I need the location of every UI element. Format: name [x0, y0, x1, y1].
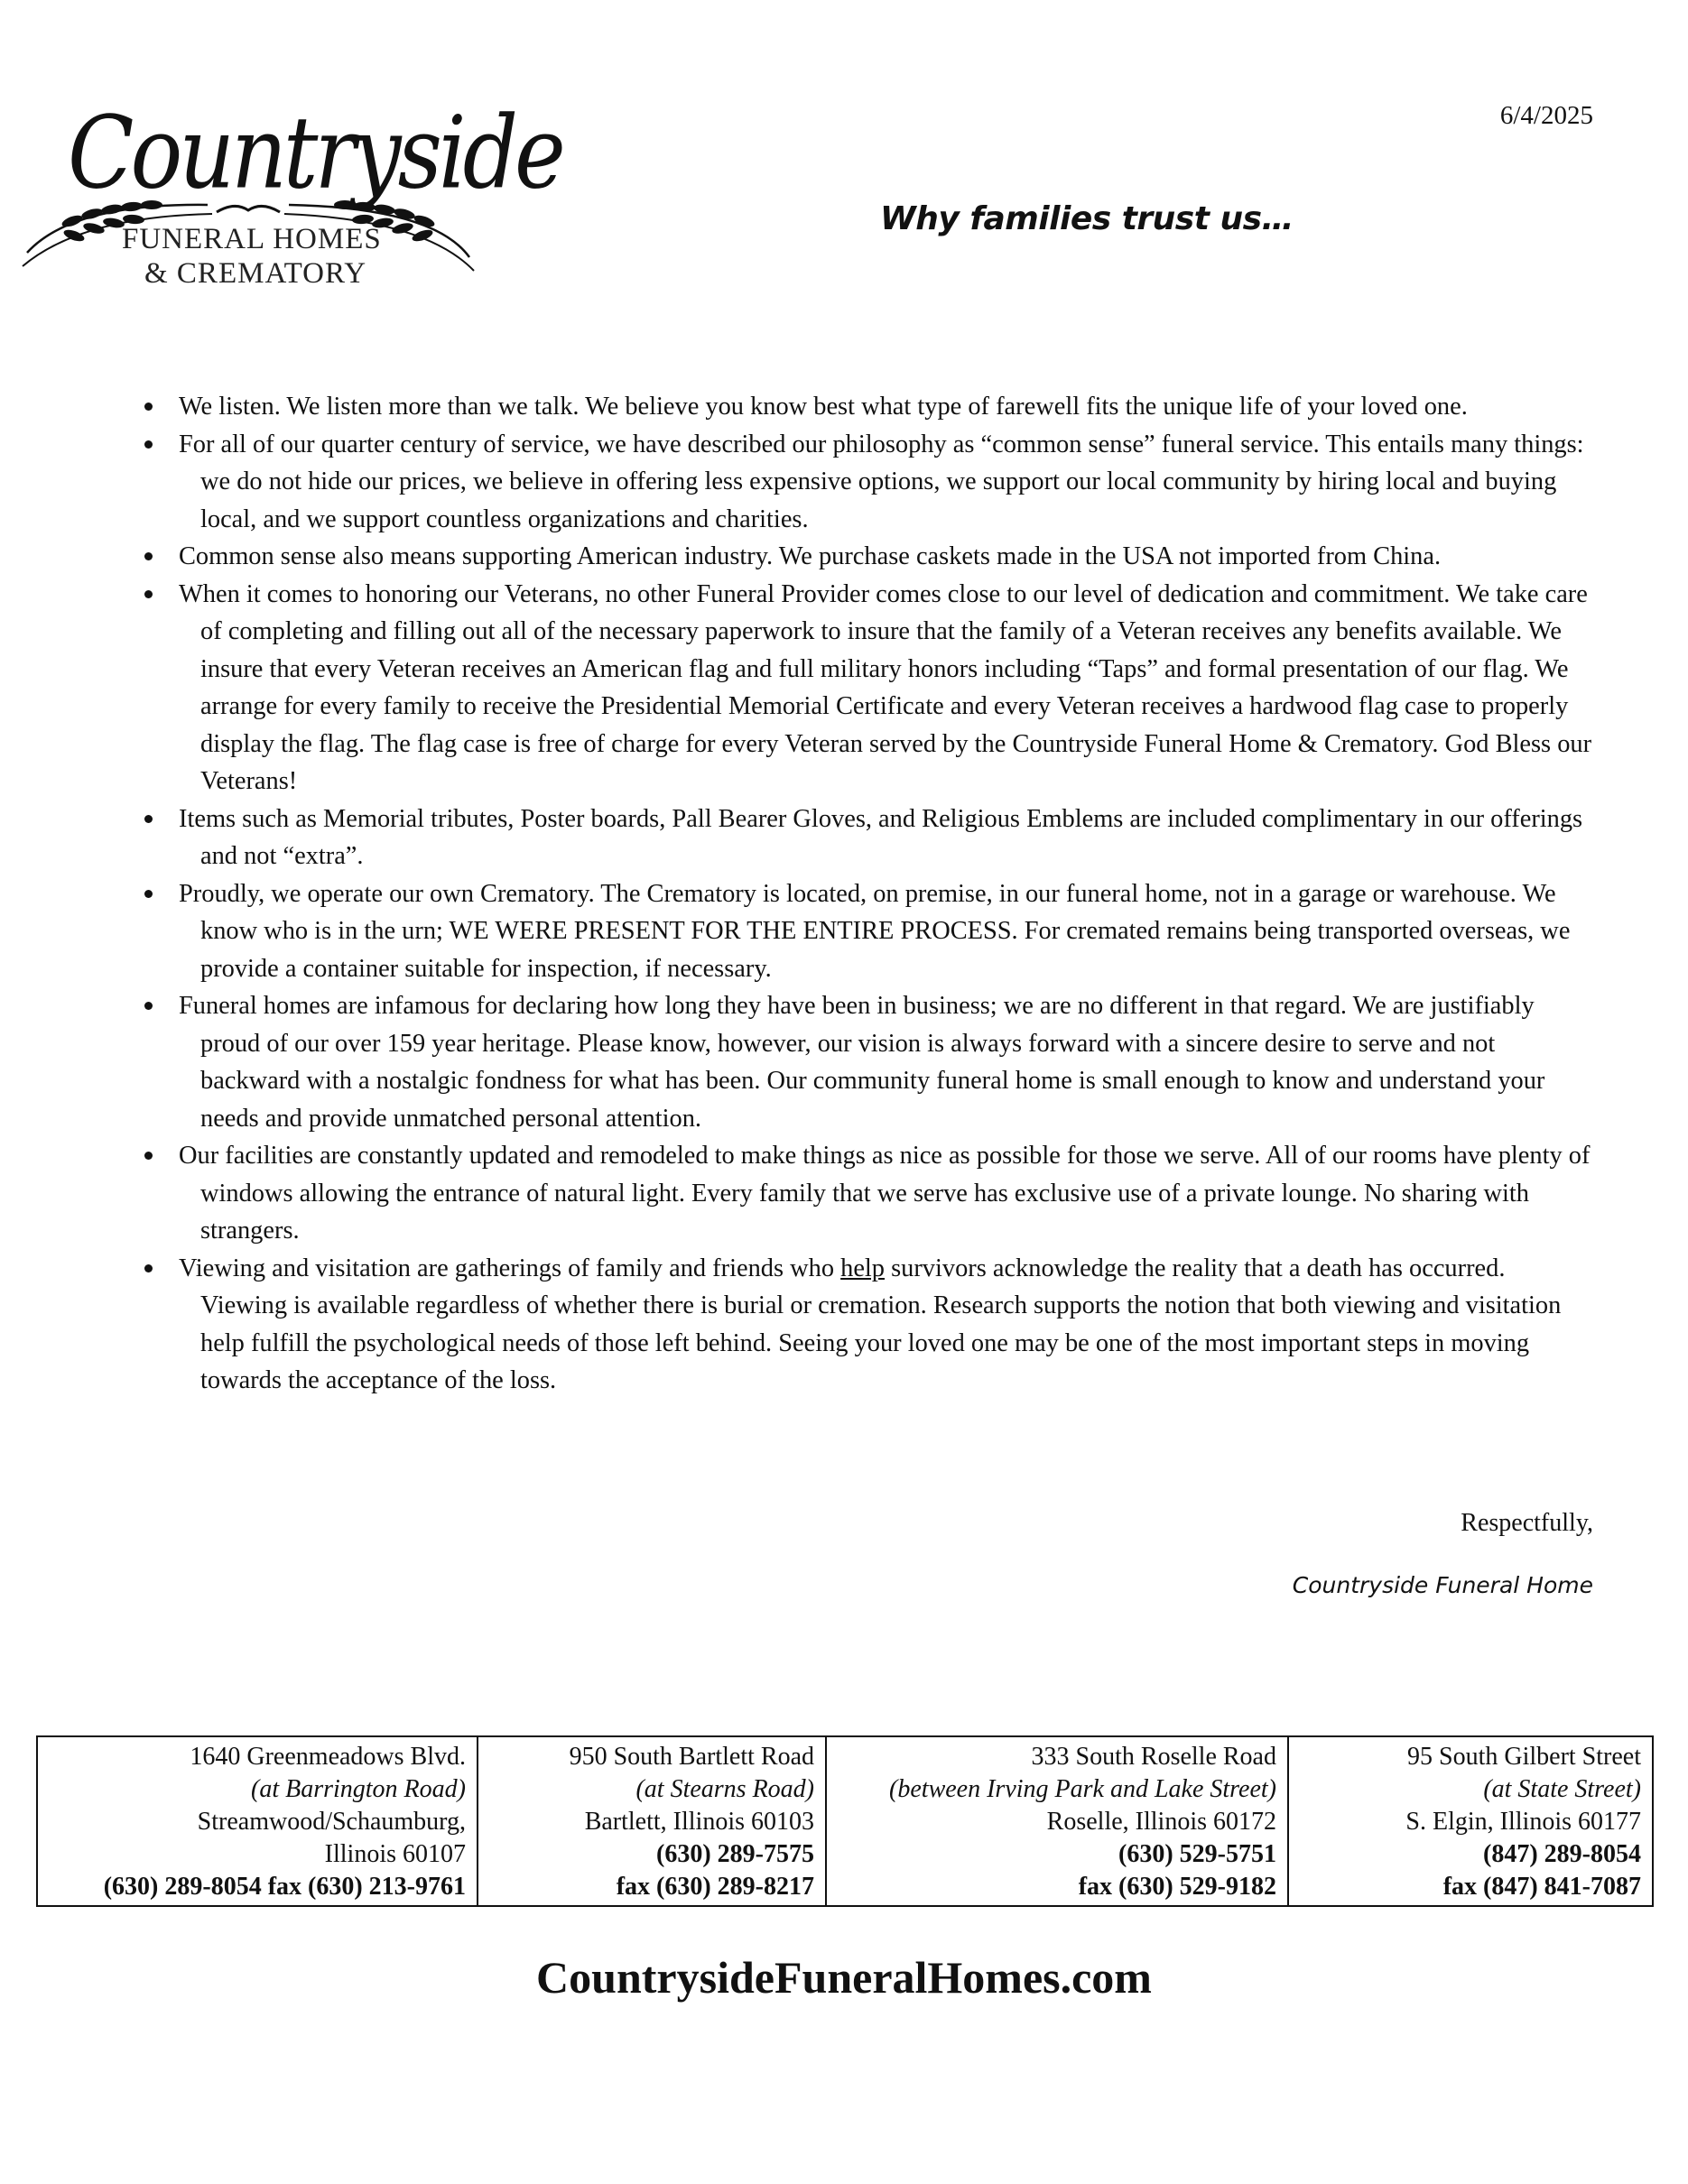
- location-city: Streamwood/Schaumburg,: [197, 1808, 466, 1836]
- location-street: 1640 Greenmeadows Blvd.: [190, 1743, 466, 1771]
- website-url[interactable]: CountrysideFuneralHomes.com: [536, 1952, 1152, 2003]
- locations-table: [36, 1735, 1654, 1907]
- bullet-icon: [144, 552, 153, 560]
- list-item-text: Our facilities are constantly updated and remodeled to make things as nice as possible for those we serve. All of our rooms have plenty of windows allowing the entrance of natural light. Every family that we serve has exclusive use of a private lounge. No sharing with strangers.: [179, 1142, 1591, 1245]
- company-logo: [18, 95, 562, 302]
- logo-subtitle-line1: FUNERAL HOMES: [122, 223, 382, 255]
- location-street: 333 South Roselle Road: [1031, 1743, 1276, 1771]
- location-city: S. Elgin, Illinois 60177: [1405, 1808, 1641, 1836]
- list-item-text-before: Viewing and visitation are gatherings of family and friends who: [179, 1254, 841, 1282]
- list-item: [144, 1137, 1598, 1250]
- closing-salutation: Respectfully,: [1461, 1509, 1593, 1537]
- location-cross-street: (at State Street): [1483, 1775, 1641, 1803]
- list-item-text: When it comes to honoring our Veterans, no other Funeral Provider comes close to our level of dedication and commitment. We take care of completing and filling out all of the necessary paperwork to insure that the family of a Veteran receives any benefits available. We insure that every Veteran receives an American flag and full military honors including “Taps” and formal presentation of our flag. We arrange for every family to receive the Presidential Memorial Certificate and every Veteran receives a hardwood flag case to properly display the flag. The flag case is free of charge for every Veteran served by the Countryside Funeral Home & Crematory. God Bless our Veterans!: [179, 579, 1592, 795]
- location-bartlett: [478, 1737, 827, 1905]
- bullet-icon: [144, 403, 153, 411]
- list-item: [144, 800, 1598, 875]
- location-fax: fax (630) 289-8217: [616, 1873, 814, 1901]
- page-headline: Why families trust us…: [880, 200, 1294, 237]
- bullet-icon: [144, 1152, 153, 1160]
- list-item-text: Items such as Memorial tributes, Poster boards, Pall Bearer Gloves, and Religious Emblems are included complimentary in our offerings and not “extra”.: [179, 804, 1583, 870]
- location-phone: (630) 289-8054 fax (630) 213-9761: [103, 1873, 466, 1901]
- location-city: Bartlett, Illinois 60103: [584, 1808, 814, 1836]
- list-item: [144, 576, 1598, 800]
- bullet-icon: [144, 590, 153, 598]
- bullet-icon: [144, 440, 153, 449]
- underlined-word: help: [840, 1254, 886, 1282]
- location-cross-street: (at Stearns Road): [635, 1775, 814, 1803]
- location-street: 950 South Bartlett Road: [569, 1743, 814, 1771]
- list-item: [144, 987, 1598, 1137]
- list-item-text: Proudly, we operate our own Crematory. The Crematory is located, on premise, in our funeral home, not in a garage or warehouse. We know who is in the urn; WE WERE PRESENT FOR THE ENTIRE PROCESS. For cremated remains being transported overseas, we provide a container suitable for inspection, if necessary.: [179, 879, 1571, 983]
- bullet-icon: [144, 1264, 153, 1272]
- document-date: 6/4/2025: [1499, 101, 1593, 130]
- location-cross-street: (between Irving Park and Lake Street): [889, 1775, 1276, 1803]
- location-fax: fax (630) 529-9182: [1078, 1873, 1276, 1901]
- location-cross-street: (at Barrington Road): [251, 1775, 466, 1803]
- signature: Countryside Funeral Home: [1292, 1572, 1593, 1598]
- location-south-elgin: [1289, 1737, 1652, 1905]
- bullet-icon: [144, 890, 153, 898]
- list-item-text: For all of our quarter century of service, we have described our philosophy as “common sense” funeral service. This entails many things: we do not hide our prices, we believe in offering less expensive options, we support our local community by hiring local and buying local, and we support countless organizations and charities.: [179, 430, 1584, 533]
- list-item: [144, 388, 1598, 426]
- location-state: Illinois 60107: [324, 1840, 466, 1868]
- location-street: 95 South Gilbert Street: [1407, 1743, 1641, 1771]
- list-item: [144, 875, 1598, 988]
- list-item-text: We listen. We listen more than we talk. We believe you know best what type of farewell fits the unique life of your loved one.: [179, 393, 1468, 421]
- list-item: [144, 426, 1598, 539]
- list-item: [144, 538, 1598, 576]
- location-city: Roselle, Illinois 60172: [1046, 1808, 1276, 1836]
- location-phone: (630) 289-7575: [656, 1840, 814, 1868]
- location-roselle: [827, 1737, 1289, 1905]
- list-item-text-after: survivors acknowledge the reality that a death has occurred. Viewing is available regardless of whether there is burial or cremation. Research supports the notion that both viewing and visitation help fulfill the psychological needs of those left behind. Seeing your loved one may be one of the most important steps in moving towards the acceptance of the loss.: [200, 1254, 1562, 1394]
- location-streamwood: [38, 1737, 478, 1905]
- bullet-icon: [144, 1002, 153, 1010]
- list-item: [144, 1250, 1598, 1400]
- location-fax: fax (847) 841-7087: [1442, 1873, 1641, 1901]
- logo-subtitle-line2: & CREMATORY: [144, 257, 367, 290]
- bullet-icon: [144, 815, 153, 823]
- list-item-text: Common sense also means supporting American industry. We purchase caskets made in the USA not imported from China.: [179, 542, 1442, 570]
- trust-points-list: [144, 388, 1598, 1400]
- location-phone: (630) 529-5751: [1118, 1840, 1276, 1868]
- logo-wordmark: Countryside: [68, 95, 562, 211]
- list-item-text: Funeral homes are infamous for declaring how long they have been in business; we are no different in that regard. We are justifiably proud of our over 159 year heritage. Please know, however, our vision is always forward with a sincere desire to serve and not backward with a nostalgic fondness for what has been. Our community funeral home is small enough to know and understand your needs and provide unmatched personal attention.: [179, 992, 1545, 1133]
- location-phone: (847) 289-8054: [1483, 1840, 1641, 1868]
